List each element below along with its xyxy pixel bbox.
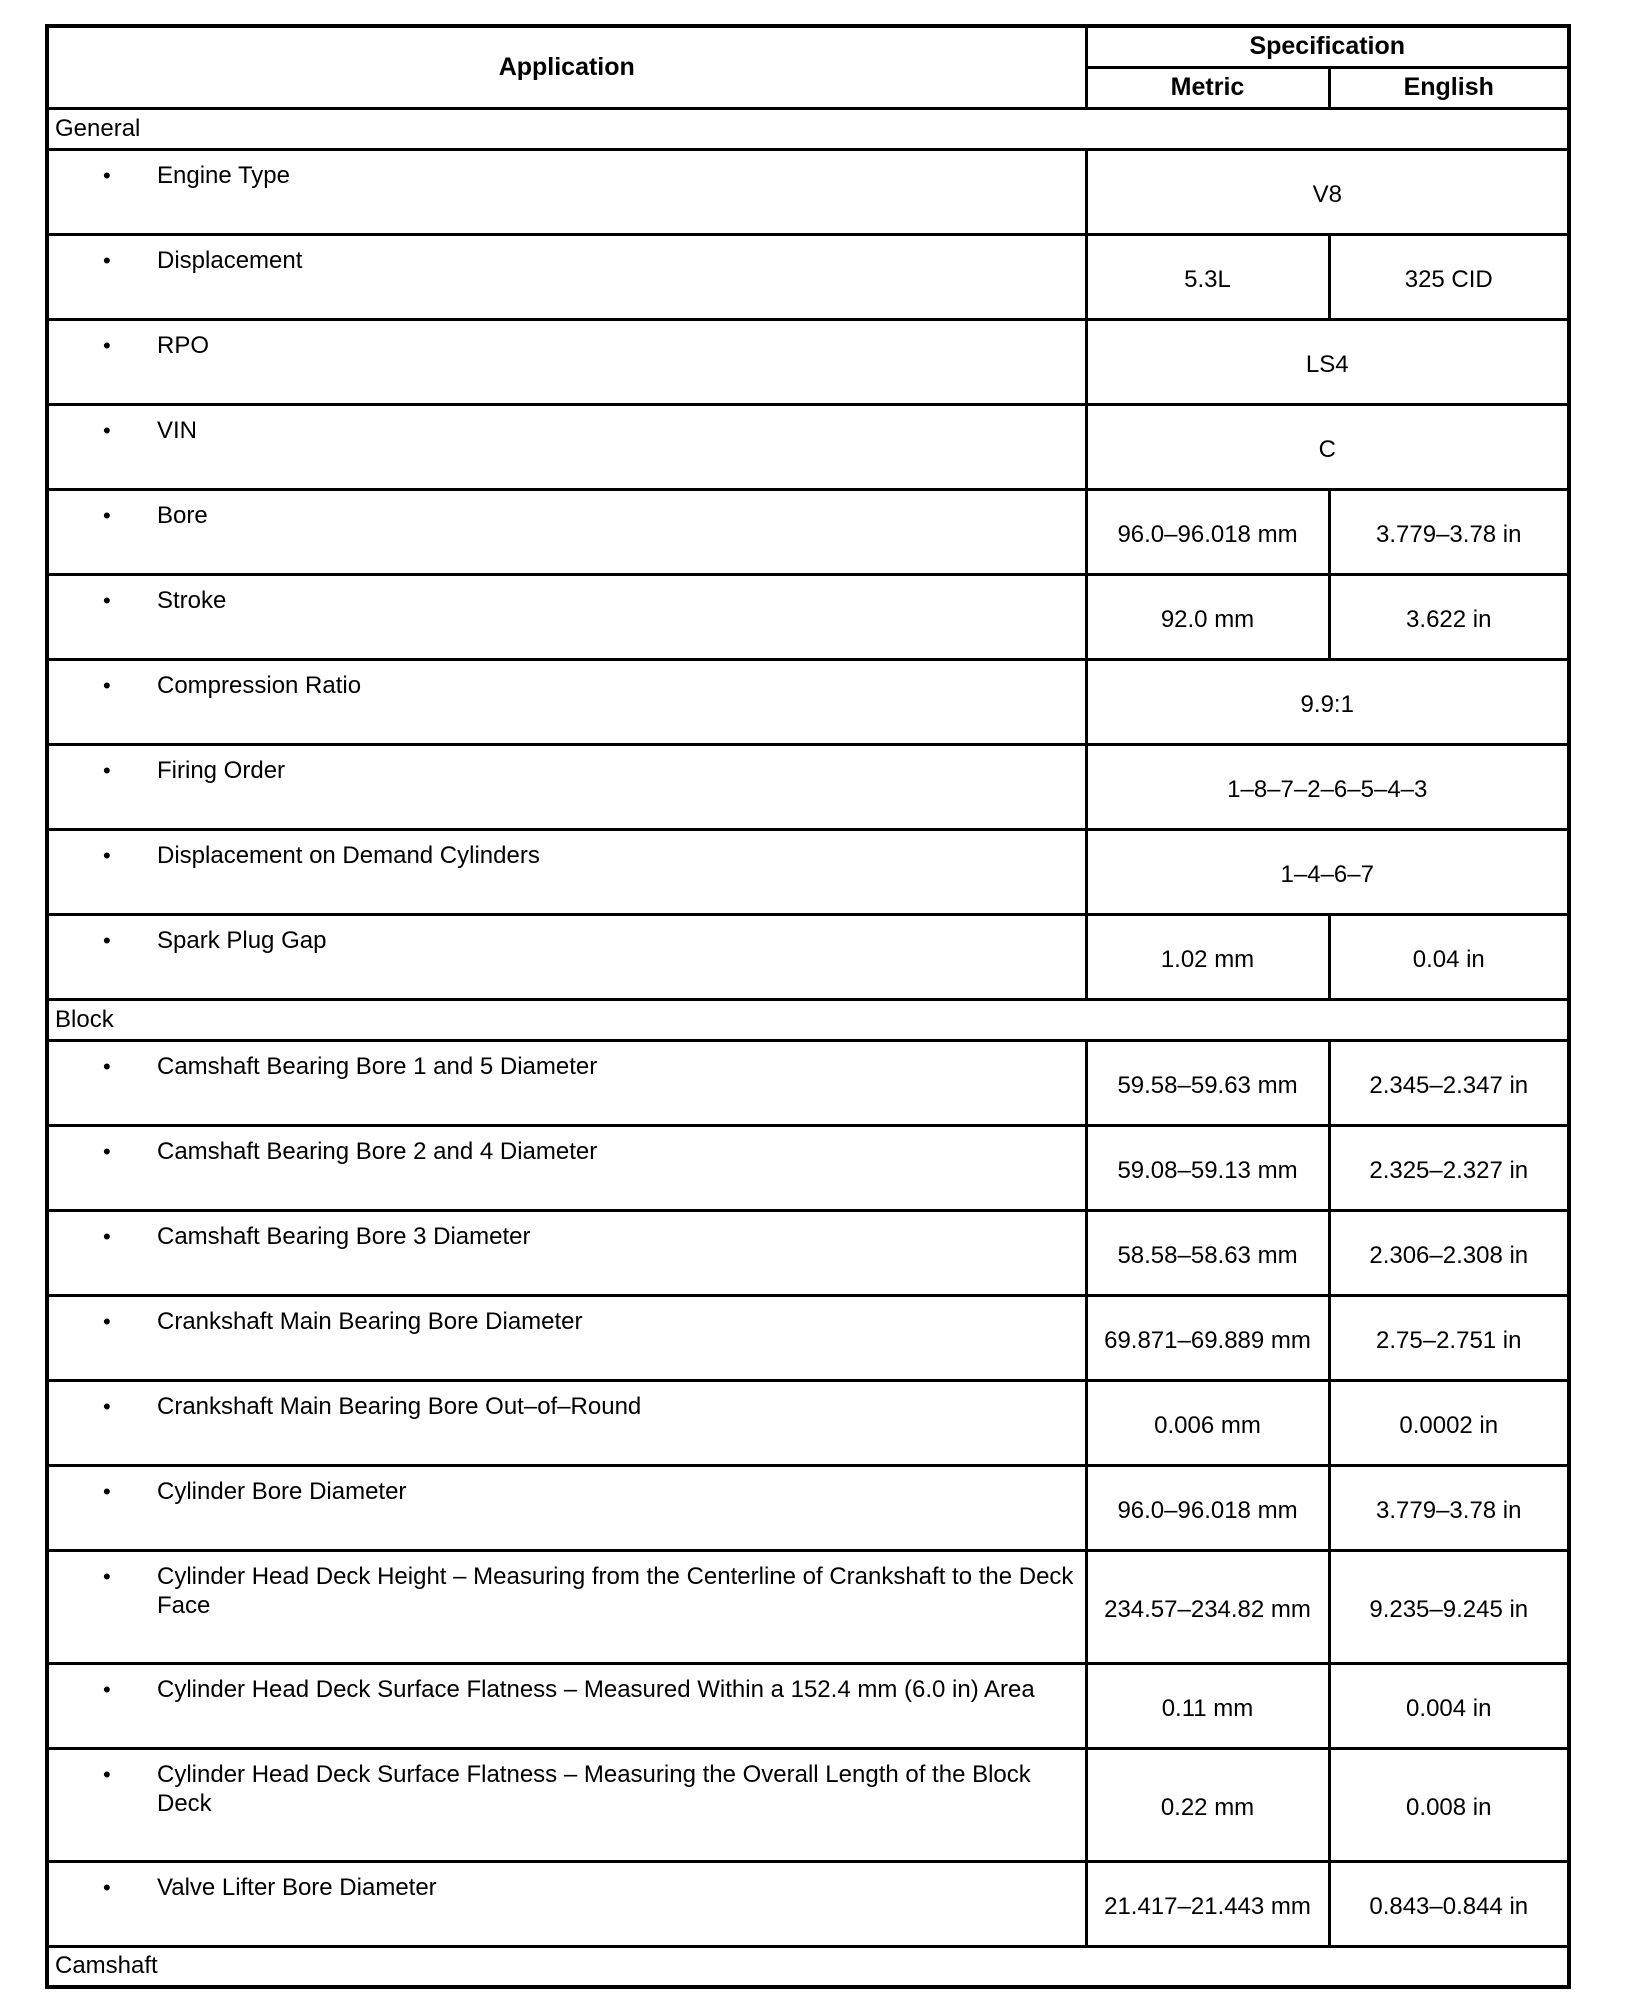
spec-value-english: 325 CID bbox=[1329, 234, 1569, 319]
bullet-icon: • bbox=[103, 1308, 111, 1334]
header-specification: Specification bbox=[1086, 26, 1569, 67]
spec-value-metric: 0.11 mm bbox=[1086, 1663, 1329, 1748]
spec-value-english: 3.779–3.78 in bbox=[1329, 1465, 1569, 1550]
spec-value-combined: C bbox=[1086, 404, 1569, 489]
bullet-icon: • bbox=[103, 247, 111, 273]
spec-value-english: 0.0002 in bbox=[1329, 1380, 1569, 1465]
application-cell bbox=[47, 319, 1086, 404]
bullet-icon: • bbox=[103, 1223, 111, 1249]
spec-value-metric: 92.0 mm bbox=[1086, 574, 1329, 659]
spec-value-metric: 69.871–69.889 mm bbox=[1086, 1295, 1329, 1380]
bullet-icon: • bbox=[103, 1676, 111, 1702]
bullet-icon: • bbox=[103, 1874, 111, 1900]
bullet-icon: • bbox=[103, 1478, 111, 1504]
bullet-icon: • bbox=[103, 1563, 111, 1589]
table-row bbox=[47, 404, 1569, 489]
application-label: Valve Lifter Bore Diameter bbox=[157, 1873, 437, 1901]
spec-value-english: 0.843–0.844 in bbox=[1329, 1861, 1569, 1946]
header-application: Application bbox=[47, 26, 1086, 108]
header-english: English bbox=[1329, 67, 1569, 108]
bullet-icon: • bbox=[103, 1393, 111, 1419]
bullet-icon: • bbox=[103, 417, 111, 443]
application-cell bbox=[47, 659, 1086, 744]
spec-value-english: 3.779–3.78 in bbox=[1329, 489, 1569, 574]
table-row bbox=[47, 489, 1569, 574]
spec-value-combined: V8 bbox=[1086, 149, 1569, 234]
bullet-icon: • bbox=[103, 757, 111, 783]
section-title: General bbox=[47, 108, 1569, 149]
application-cell bbox=[47, 574, 1086, 659]
spec-value-metric: 96.0–96.018 mm bbox=[1086, 489, 1329, 574]
section-title: Camshaft bbox=[47, 1946, 1569, 1987]
spec-value-metric: 0.22 mm bbox=[1086, 1748, 1329, 1861]
application-cell bbox=[47, 1295, 1086, 1380]
spec-value-english: 2.345–2.347 in bbox=[1329, 1040, 1569, 1125]
application-cell bbox=[47, 1040, 1086, 1125]
table-row bbox=[47, 1861, 1569, 1946]
spec-value-metric: 96.0–96.018 mm bbox=[1086, 1465, 1329, 1550]
application-cell bbox=[47, 829, 1086, 914]
table-row bbox=[47, 1465, 1569, 1550]
spec-value-metric: 59.58–59.63 mm bbox=[1086, 1040, 1329, 1125]
application-label: Displacement on Demand Cylinders bbox=[157, 841, 540, 869]
table-row bbox=[47, 914, 1569, 999]
table-row bbox=[47, 1210, 1569, 1295]
table-row bbox=[47, 1380, 1569, 1465]
table-row bbox=[47, 1040, 1569, 1125]
header-metric: Metric bbox=[1086, 67, 1329, 108]
bullet-icon: • bbox=[103, 587, 111, 613]
application-label: Camshaft Bearing Bore 1 and 5 Diameter bbox=[157, 1052, 598, 1080]
table-row bbox=[47, 744, 1569, 829]
application-cell bbox=[47, 744, 1086, 829]
spec-value-metric: 59.08–59.13 mm bbox=[1086, 1125, 1329, 1210]
table-row bbox=[47, 1748, 1569, 1861]
application-label: Spark Plug Gap bbox=[157, 926, 327, 954]
spec-value-english: 0.04 in bbox=[1329, 914, 1569, 999]
application-cell bbox=[47, 489, 1086, 574]
application-label: Stroke bbox=[157, 586, 227, 614]
table-row bbox=[47, 319, 1569, 404]
application-cell bbox=[47, 1125, 1086, 1210]
spec-value-english: 2.75–2.751 in bbox=[1329, 1295, 1569, 1380]
spec-value-metric: 5.3L bbox=[1086, 234, 1329, 319]
spec-value-metric: 58.58–58.63 mm bbox=[1086, 1210, 1329, 1295]
spec-value-metric: 0.006 mm bbox=[1086, 1380, 1329, 1465]
application-label: Compression Ratio bbox=[157, 671, 362, 699]
spec-value-combined: LS4 bbox=[1086, 319, 1569, 404]
application-label: Firing Order bbox=[157, 756, 286, 784]
table-row bbox=[47, 829, 1569, 914]
bullet-icon: • bbox=[103, 672, 111, 698]
bullet-icon: • bbox=[103, 1053, 111, 1079]
spec-value-metric: 1.02 mm bbox=[1086, 914, 1329, 999]
application-label: Displacement bbox=[157, 246, 303, 274]
table-row bbox=[47, 574, 1569, 659]
application-cell bbox=[47, 1748, 1086, 1861]
section-row-general bbox=[47, 108, 1569, 149]
application-cell bbox=[47, 1465, 1086, 1550]
spec-value-english: 2.325–2.327 in bbox=[1329, 1125, 1569, 1210]
engine-spec-table bbox=[45, 24, 1571, 1989]
spec-value-metric: 234.57–234.82 mm bbox=[1086, 1550, 1329, 1663]
application-label: Crankshaft Main Bearing Bore Out–of–Round bbox=[157, 1392, 642, 1420]
table-row bbox=[47, 149, 1569, 234]
spec-value-combined: 1–8–7–2–6–5–4–3 bbox=[1086, 744, 1569, 829]
application-cell bbox=[47, 1550, 1086, 1663]
section-row-block bbox=[47, 999, 1569, 1040]
table-row bbox=[47, 1125, 1569, 1210]
bullet-icon: • bbox=[103, 1138, 111, 1164]
bullet-icon: • bbox=[103, 842, 111, 868]
bullet-icon: • bbox=[103, 162, 111, 188]
bullet-icon: • bbox=[103, 927, 111, 953]
spec-value-english: 2.306–2.308 in bbox=[1329, 1210, 1569, 1295]
application-label: Engine Type bbox=[157, 161, 290, 189]
application-cell bbox=[47, 1861, 1086, 1946]
spec-value-english: 0.008 in bbox=[1329, 1748, 1569, 1861]
table-row bbox=[47, 234, 1569, 319]
spec-value-combined: 9.9:1 bbox=[1086, 659, 1569, 744]
application-label: Cylinder Bore Diameter bbox=[157, 1477, 407, 1505]
spec-value-english: 0.004 in bbox=[1329, 1663, 1569, 1748]
table-row bbox=[47, 1295, 1569, 1380]
application-label: Cylinder Head Deck Surface Flatness – Measuring the Overall Length of the Block Deck bbox=[157, 1760, 1031, 1817]
application-cell bbox=[47, 1380, 1086, 1465]
application-cell bbox=[47, 234, 1086, 319]
application-label: Camshaft Bearing Bore 2 and 4 Diameter bbox=[157, 1137, 598, 1165]
spec-value-combined: 1–4–6–7 bbox=[1086, 829, 1569, 914]
table-row bbox=[47, 1663, 1569, 1748]
application-label: Camshaft Bearing Bore 3 Diameter bbox=[157, 1222, 531, 1250]
section-title: Block bbox=[47, 999, 1569, 1040]
application-cell bbox=[47, 1210, 1086, 1295]
application-cell bbox=[47, 404, 1086, 489]
spec-value-metric: 21.417–21.443 mm bbox=[1086, 1861, 1329, 1946]
application-label: Crankshaft Main Bearing Bore Diameter bbox=[157, 1307, 583, 1335]
table-row bbox=[47, 1550, 1569, 1663]
application-cell bbox=[47, 914, 1086, 999]
application-cell bbox=[47, 1663, 1086, 1748]
bullet-icon: • bbox=[103, 1761, 111, 1787]
application-cell bbox=[47, 149, 1086, 234]
application-label: Cylinder Head Deck Height – Measuring from the Centerline of Crankshaft to the Deck Face bbox=[157, 1562, 1074, 1619]
application-label: VIN bbox=[157, 416, 198, 444]
bullet-icon: • bbox=[103, 332, 111, 358]
spec-value-english: 3.622 in bbox=[1329, 574, 1569, 659]
application-label: Cylinder Head Deck Surface Flatness – Measured Within a 152.4 mm (6.0 in) Area bbox=[157, 1675, 1035, 1703]
application-label: RPO bbox=[157, 331, 210, 359]
spec-value-english: 9.235–9.245 in bbox=[1329, 1550, 1569, 1663]
application-label: Bore bbox=[157, 501, 208, 529]
table-row bbox=[47, 659, 1569, 744]
spec-body bbox=[47, 108, 1569, 1987]
section-row-camshaft bbox=[47, 1946, 1569, 1987]
bullet-icon: • bbox=[103, 502, 111, 528]
